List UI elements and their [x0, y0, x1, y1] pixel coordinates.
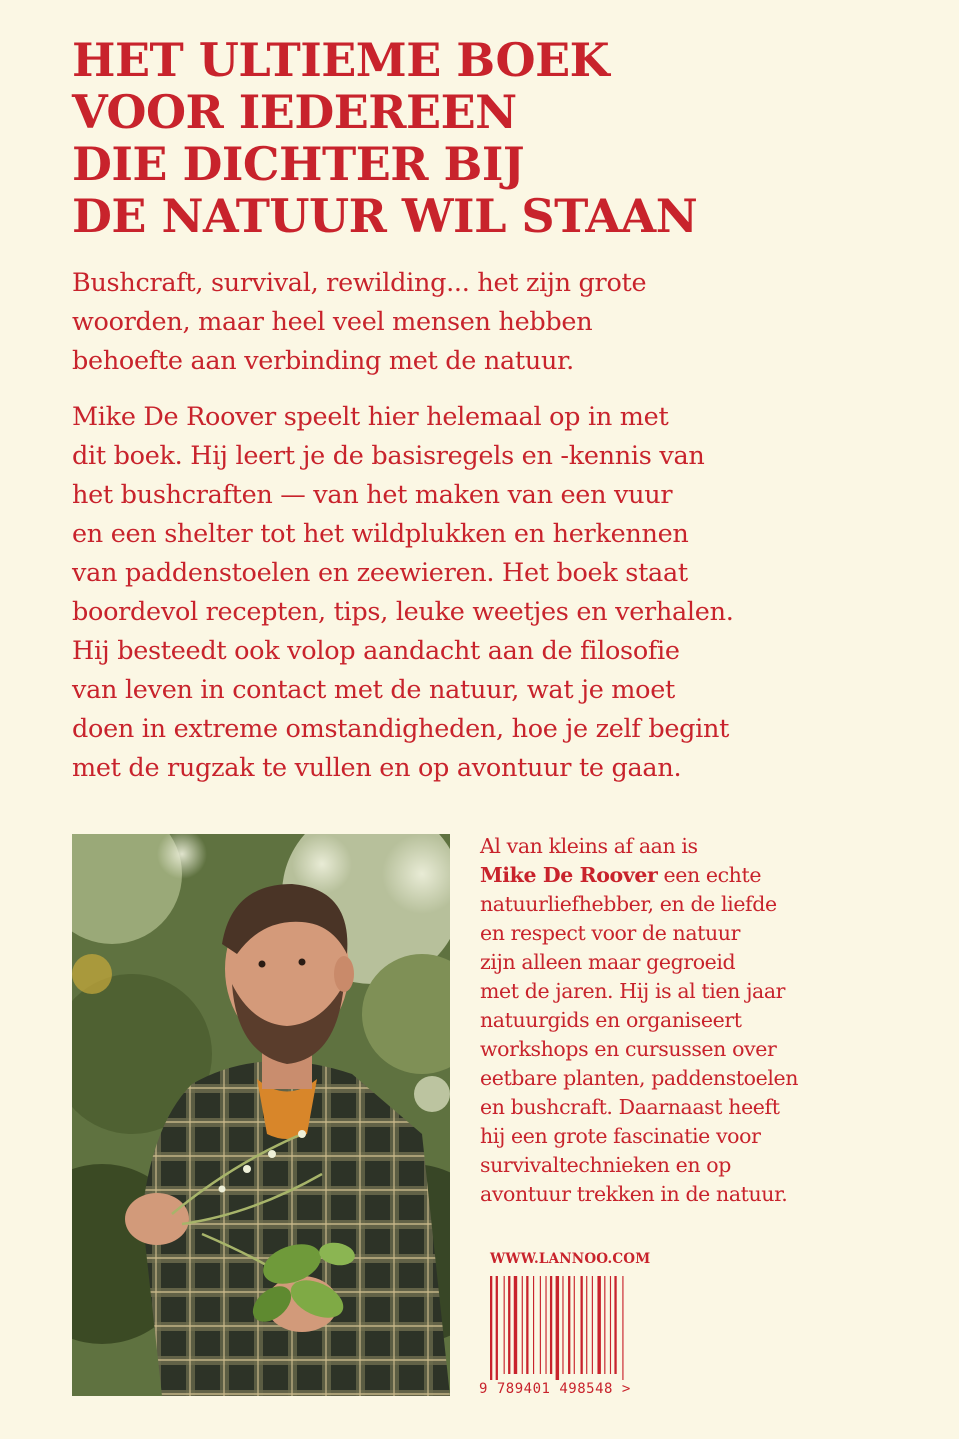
description-line: met de rugzak te vullen en op avontuur te gaan.: [72, 753, 682, 783]
author-name: Mike De Roover: [480, 863, 658, 887]
intro-line: woorden, maar heel veel mensen hebben: [72, 307, 593, 337]
bio-line: survivaltechnieken en op: [480, 1153, 731, 1177]
bio-line: eetbare planten, paddenstoelen: [480, 1066, 799, 1090]
bio-line: [480, 861, 860, 890]
bio-line: natuurgids en organiseert: [480, 1008, 742, 1032]
barcode-bar: [514, 1276, 517, 1374]
barcode-bar: [545, 1276, 546, 1374]
bio-line: en respect voor de natuur: [480, 921, 741, 945]
description-line: en een shelter tot het wildplukken en herkennen: [72, 519, 689, 549]
description-line: het bushcraften — van het maken van een vuur: [72, 480, 673, 510]
bio-line-rest: een echte: [657, 863, 762, 887]
description-line: boordevol recepten, tips, leuke weetjes en verhalen.: [72, 597, 734, 627]
description-line: dit boek. Hij leert je de basisregels en -kennis van: [72, 441, 705, 471]
barcode-bar: [556, 1276, 559, 1380]
bio-line: workshops en cursussen over: [480, 1037, 777, 1061]
publisher-website: WWW.LANNOO.COM: [490, 1251, 651, 1267]
headline-line: DIE DICHTER BIJ: [72, 137, 525, 191]
barcode-bar: [622, 1276, 623, 1380]
barcode-bar: [550, 1276, 552, 1374]
author-photo-illustration: [72, 834, 450, 1396]
bio-line: met de jaren. Hij is al tien jaar: [480, 979, 786, 1003]
barcode-bar: [522, 1276, 523, 1374]
intro-line: Bushcraft, survival, rewilding... het zijn grote: [72, 268, 647, 298]
description-paragraph: [72, 398, 892, 788]
barcode-bar: [581, 1276, 583, 1374]
barcode-bar: [540, 1276, 541, 1374]
intro-line: behoefte aan verbinding met de natuur.: [72, 346, 574, 376]
headline-line: HET ULTIEME BOEK: [72, 33, 610, 87]
barcode-bar: [490, 1276, 492, 1380]
barcode-bar: [504, 1276, 505, 1374]
description-line: Mike De Roover speelt hier helemaal op in met: [72, 402, 669, 432]
barcode-bar: [568, 1276, 570, 1374]
author-bio: [480, 832, 860, 1209]
headline: [72, 34, 932, 242]
description-line: Hij besteedt ook volop aandacht aan de filosofie: [72, 636, 680, 666]
barcode-bar: [586, 1276, 587, 1374]
barcode-bar: [562, 1276, 563, 1374]
barcode-bar: [610, 1276, 611, 1374]
description-line: doen in extreme omstandigheden, hoe je zelf begint: [72, 714, 730, 744]
barcode-bar: [496, 1276, 498, 1380]
bio-line: zijn alleen maar gegroeid: [480, 950, 736, 974]
bio-line: hij een grote fascinatie voor: [480, 1124, 761, 1148]
barcode-bar: [574, 1276, 575, 1374]
barcode-bar: [526, 1276, 528, 1374]
bio-line: Al van kleins af aan is: [480, 834, 698, 858]
description-line: van paddenstoelen en zeewieren. Het boek staat: [72, 558, 688, 588]
bio-line: en bushcraft. Daarnaast heeft: [480, 1095, 780, 1119]
barcode-bar: [597, 1276, 600, 1374]
headline-line: DE NATUUR WIL STAAN: [72, 189, 698, 243]
intro-paragraph: [72, 264, 892, 381]
barcode-bar: [592, 1276, 593, 1374]
isbn-number: 9 789401 498548 >: [479, 1381, 631, 1397]
headline-line: VOOR IEDEREEN: [72, 85, 517, 139]
barcode-bar: [533, 1276, 534, 1374]
barcode-icon: [488, 1276, 648, 1380]
barcode-bar: [508, 1276, 510, 1374]
author-photo: [72, 834, 450, 1396]
description-line: van leven in contact met de natuur, wat je moet: [72, 675, 675, 705]
bio-line: avontuur trekken in de natuur.: [480, 1182, 788, 1206]
barcode-bar: [604, 1276, 605, 1374]
barcode-bar: [614, 1276, 616, 1374]
bio-line: natuurliefhebber, en de liefde: [480, 892, 777, 916]
